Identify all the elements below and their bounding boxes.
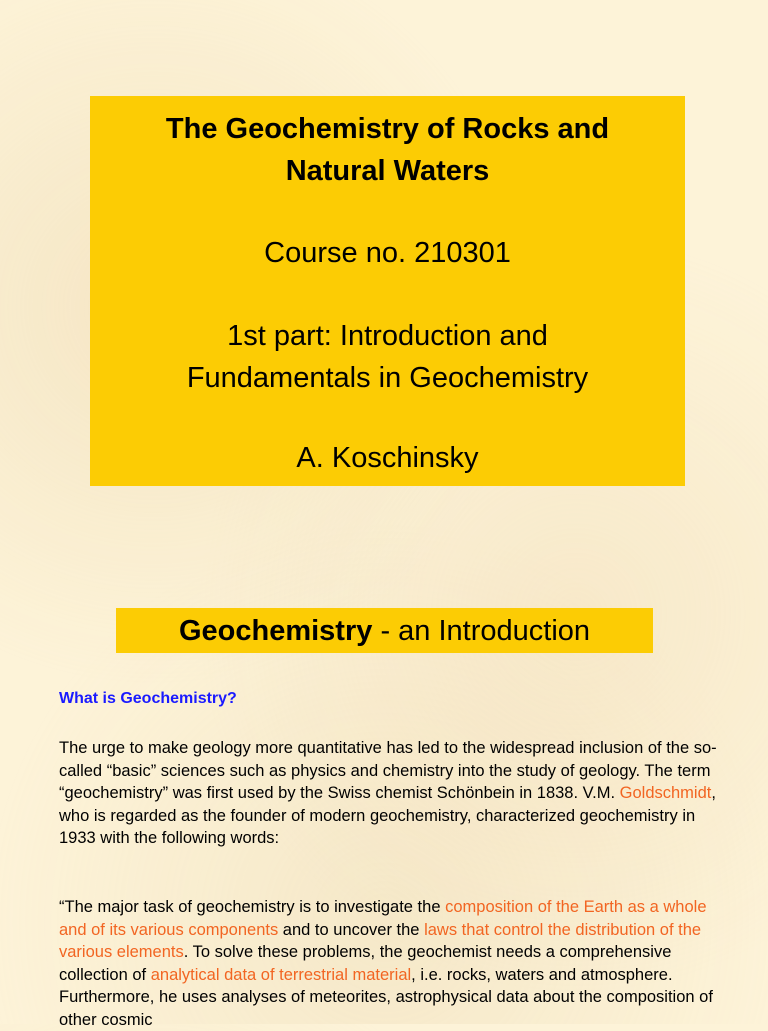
question-heading: What is Geochemistry? xyxy=(59,690,237,707)
part-line-1: 1st part: Introduction and xyxy=(227,320,548,352)
title-line-2: Natural Waters xyxy=(285,155,490,187)
course-number: Course no. 210301 xyxy=(264,237,511,269)
title-box xyxy=(90,96,685,486)
section-heading-bold: Geochemistry xyxy=(178,615,373,647)
highlight-analytical-data: analytical data of terrestrial material xyxy=(150,965,412,984)
section-heading xyxy=(116,608,653,653)
paragraph-1 xyxy=(59,737,724,850)
part-line-2: Fundamentals in Geochemistry xyxy=(186,362,589,394)
highlight-composition: composition of the Earth as a whole and of its various components xyxy=(59,898,707,939)
paragraph-1-text-a: The urge to make geology more quantitative has led to the widespread inclusion of the so-called “basic” sciences such as physics and chemistry into the study of geology. The term “geochemistry” was first used by the Swiss chemist Schönbein in 1838. V.M. xyxy=(59,739,717,802)
paragraph-2-text-a: “The major task of geochemistry is to investigate the xyxy=(59,898,446,916)
paragraph-2-text-c: . To solve these problems, the geochemist needs a comprehensive collection of xyxy=(59,943,672,984)
highlight-laws: laws that control the distribution of the various elements xyxy=(59,920,702,961)
title-line-1: The Geochemistry of Rocks and xyxy=(165,113,610,145)
paragraph-2-text-b: and to uncover the xyxy=(278,920,425,939)
highlight-goldschmidt: Goldschmidt xyxy=(619,784,712,802)
paragraph-2 xyxy=(59,896,724,1031)
paragraph-2-text-d: , i.e. rocks, waters and atmosphere. Furthermore, he uses analyses of meteorites, astrophysical data about the composition of other cosmic xyxy=(59,965,713,1029)
section-heading-rest: - an Introduction xyxy=(372,615,591,647)
author: A. Koschinsky xyxy=(296,442,479,474)
paragraph-1-text-b: , who is regarded as the founder of modern geochemistry, characterized geochemistry in 1933 with the following words: xyxy=(59,784,716,847)
